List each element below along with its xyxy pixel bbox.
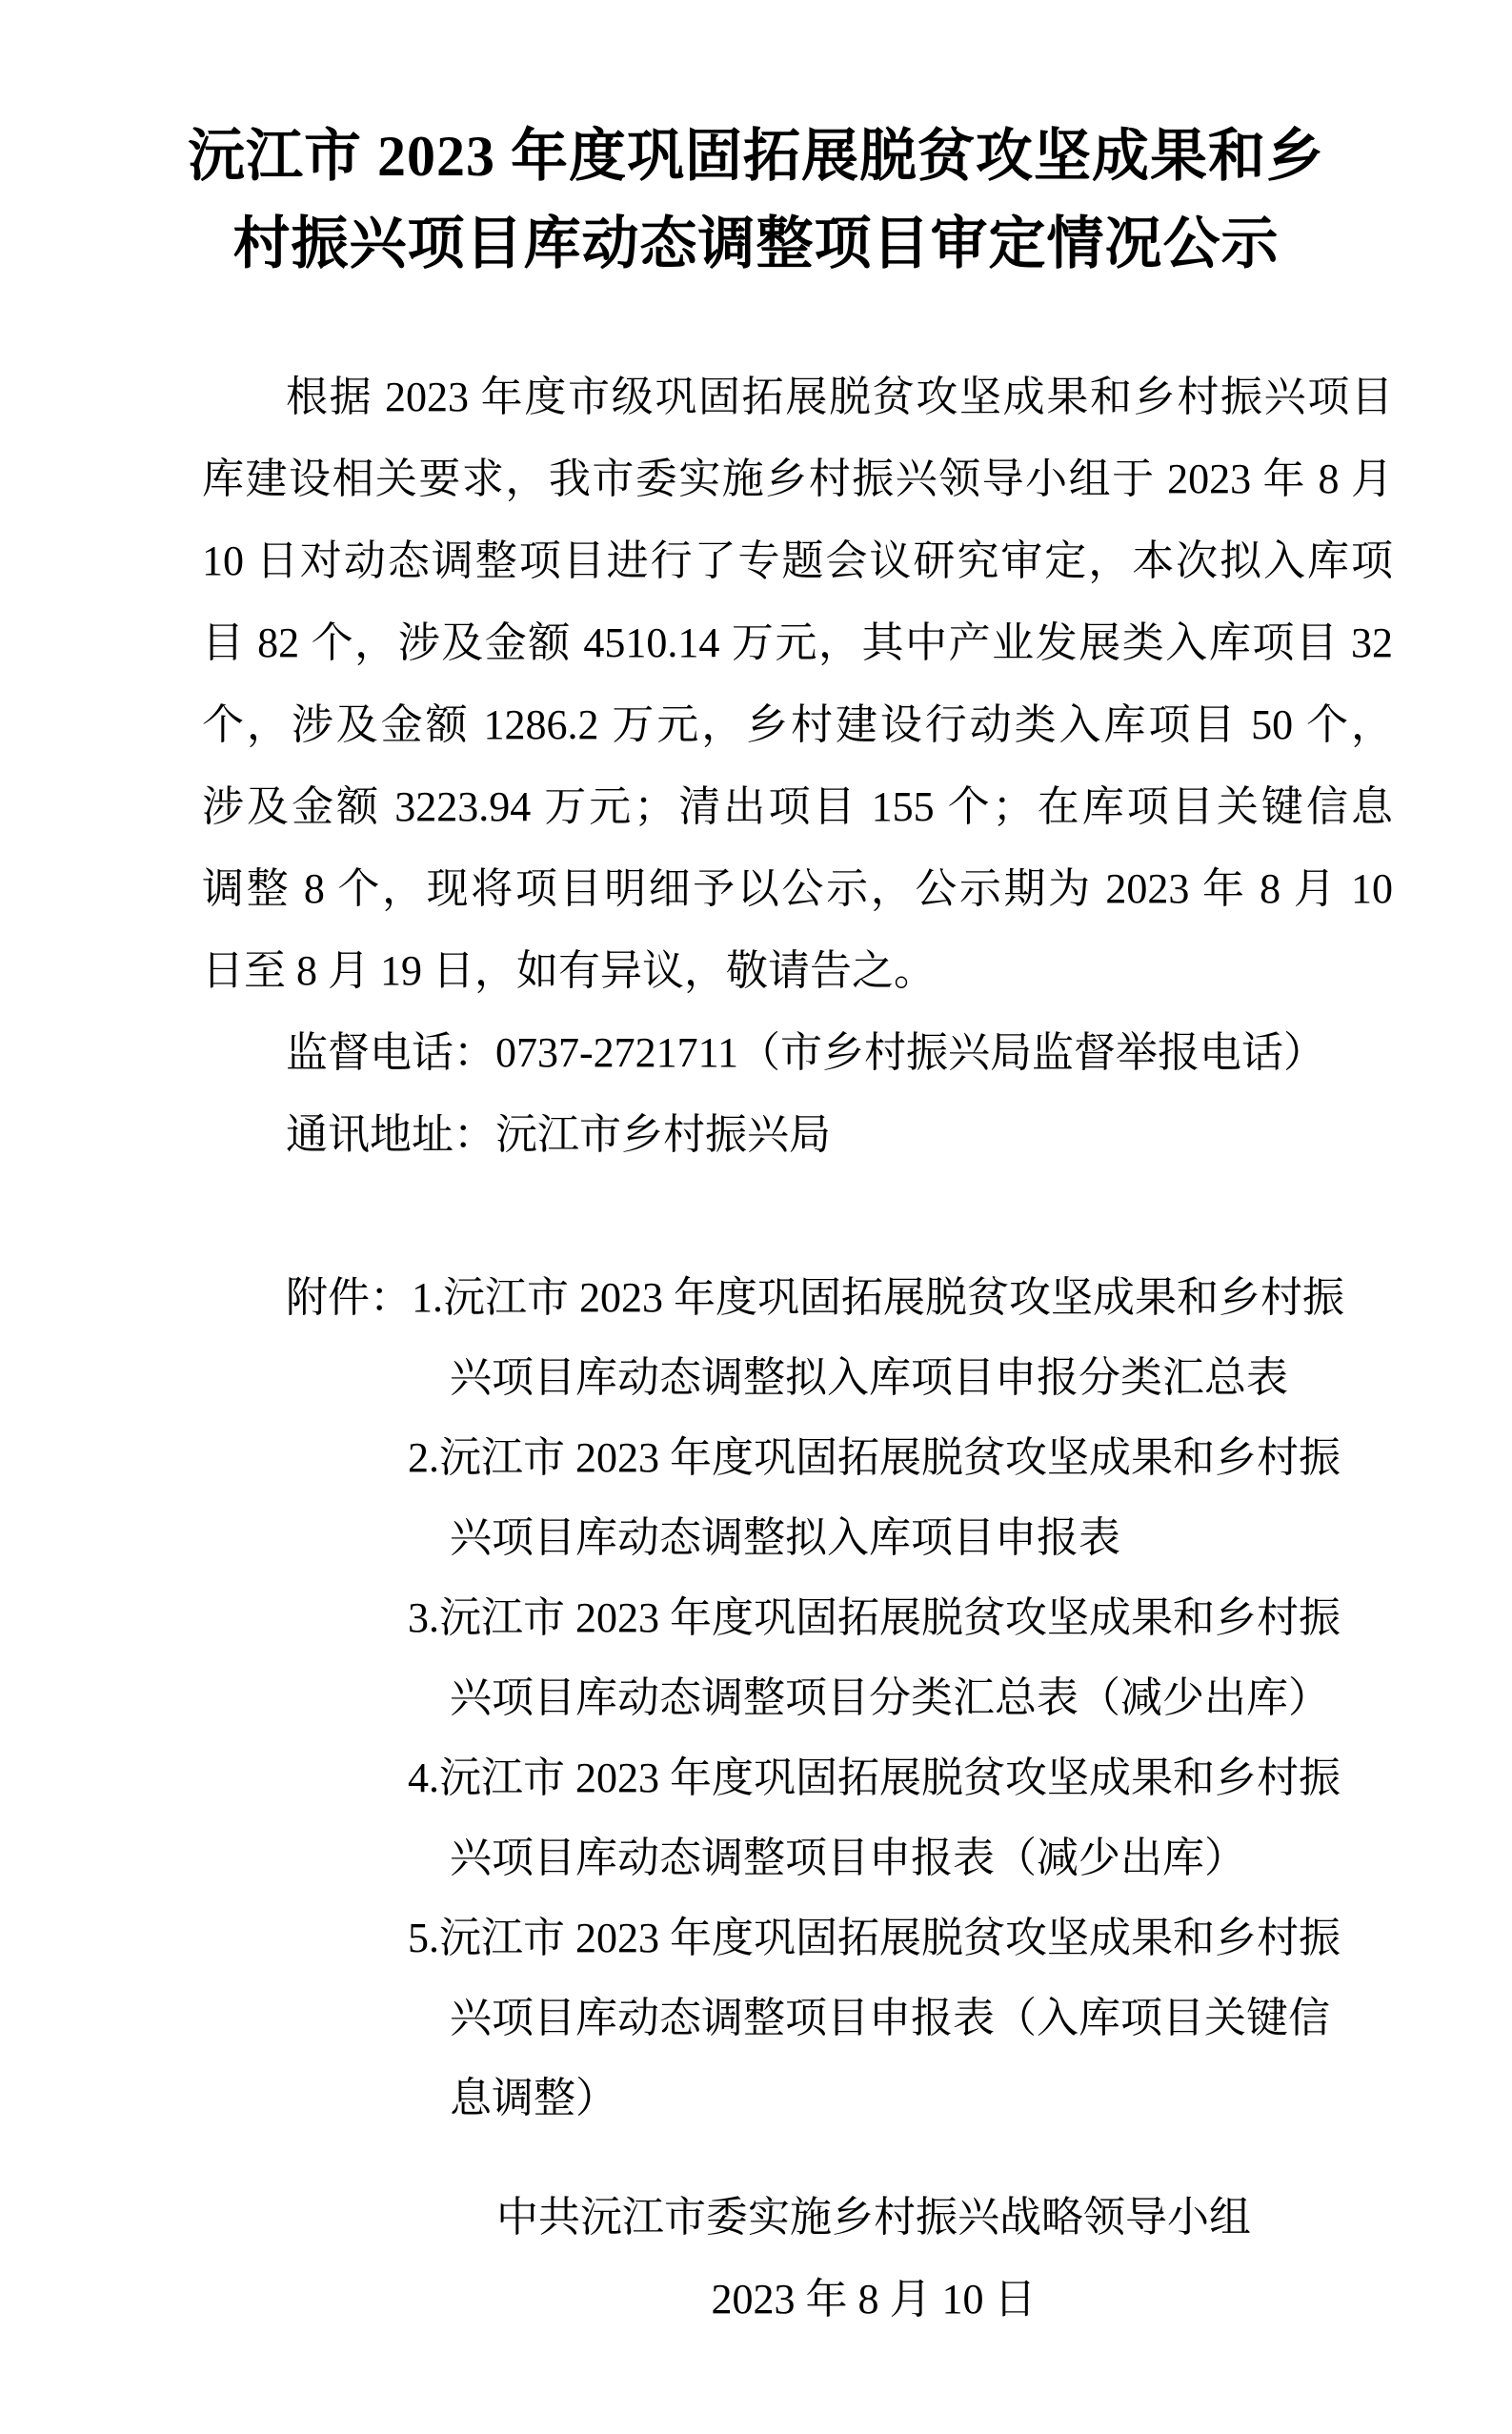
- document-title-line-1: 沅江市 2023 年度巩固拓展脱贫攻坚成果和乡: [188, 125, 1324, 188]
- body-line: 库建设相关要求，我市委实施乡村振兴领导小组于 2023 年 8 月: [202, 456, 1393, 502]
- body-paragraph: [202, 356, 1393, 1012]
- document-title: [76, 112, 1436, 288]
- contact-phone-line: 监督电话：0737-2721711（市乡村振兴局监督举报电话）: [286, 1029, 1326, 1076]
- body-line: 日至 8 月 19 日，如有异议，敬请告之。: [202, 947, 936, 994]
- attachment-item-first-line: 1.沅江市 2023 年度巩固拓展脱贫攻坚成果和乡村振: [412, 1274, 1344, 1321]
- attachment-continuation-line: 兴项目库动态调整拟入库项目申报分类汇总表: [450, 1354, 1288, 1401]
- attachments-label: 附件：: [286, 1274, 412, 1321]
- signature-date: 2023 年 8 月 10 日: [711, 2276, 1037, 2322]
- spacer: [202, 1176, 1393, 1258]
- body-line: 目 82 个，涉及金额 4510.14 万元，其中产业发展类入库项目 32: [202, 619, 1393, 666]
- signature-org: 中共沅江市委实施乡村振兴战略领导小组: [496, 2194, 1251, 2241]
- attachment-continuation-line: 息调整）: [450, 2075, 617, 2121]
- body-line: 涉及金额 3223.94 万元；清出项目 155 个；在库项目关键信息: [202, 783, 1393, 830]
- attachment-item-first-line: 2.沅江市 2023 年度巩固拓展脱贫攻坚成果和乡村振: [408, 1434, 1341, 1481]
- attachment-item-first-line: 5.沅江市 2023 年度巩固拓展脱贫攻坚成果和乡村振: [408, 1915, 1341, 1961]
- attachment-continuation-line: 兴项目库动态调整项目申报表（入库项目关键信: [450, 1995, 1330, 2041]
- body-line: 个，涉及金额 1286.2 万元，乡村建设行动类入库项目 50 个，: [202, 701, 1393, 748]
- attachment-continuation-line: 兴项目库动态调整项目申报表（减少出库）: [450, 1835, 1246, 1881]
- document-title-line-2: 村振兴项目库动态调整项目审定情况公示: [232, 213, 1280, 275]
- body-line: 根据 2023 年度市级巩固拓展脱贫攻坚成果和乡村振兴项目: [286, 374, 1393, 420]
- attachments-section: [202, 1258, 1393, 2139]
- contact-address-line: 通讯地址：沅江市乡村振兴局: [286, 1111, 831, 1158]
- attachment-item-first-line: 3.沅江市 2023 年度巩固拓展脱贫攻坚成果和乡村振: [408, 1594, 1341, 1641]
- attachment-continuation-line: 兴项目库动态调整拟入库项目申报表: [450, 1514, 1120, 1561]
- body-line: 调整 8 个，现将项目明细予以公示，公示期为 2023 年 8 月 10: [202, 865, 1393, 912]
- attachment-item-1-line-1: [202, 1258, 1393, 1338]
- attachment-continuation-line: 兴项目库动态调整项目分类汇总表（减少出库）: [450, 1674, 1330, 1721]
- body-line: 10 日对动态调整项目进行了专题会议研究审定，本次拟入库项: [202, 538, 1393, 584]
- document-body: [202, 356, 1393, 2341]
- signature-block: [278, 2177, 1469, 2341]
- attachment-item-first-line: 4.沅江市 2023 年度巩固拓展脱贫攻坚成果和乡村振: [408, 1755, 1341, 1801]
